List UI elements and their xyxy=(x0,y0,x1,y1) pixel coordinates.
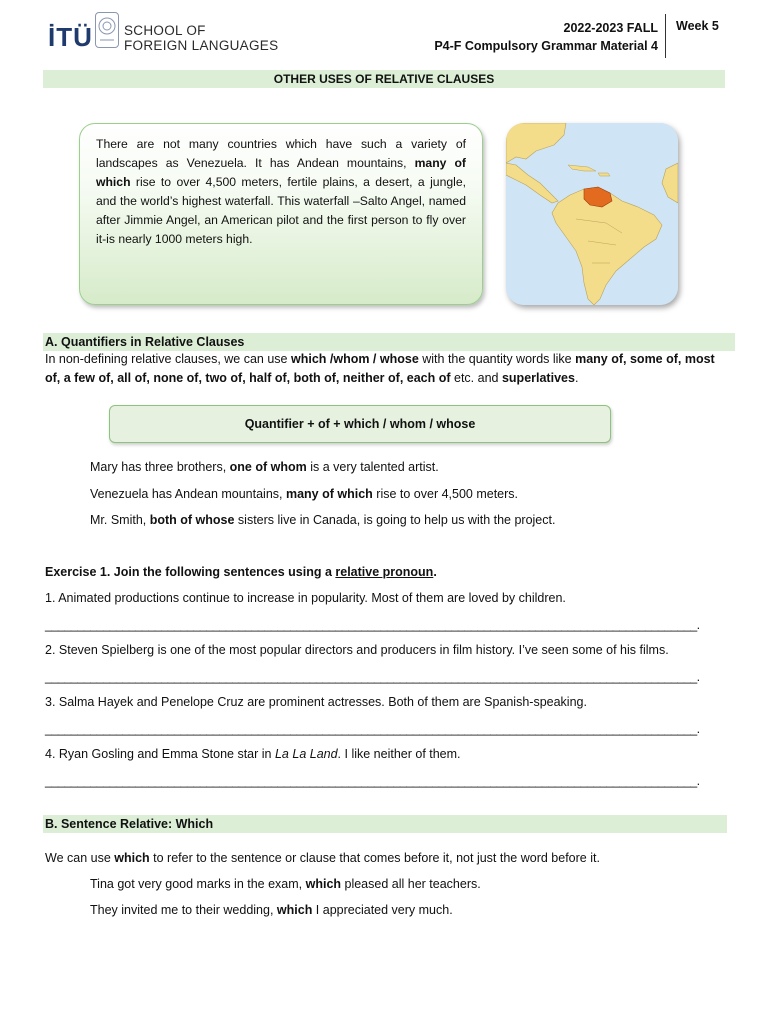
exercise-question-1: 1. Animated productions continue to increase in popularity. Most of them are loved by children. xyxy=(45,591,566,605)
school-name-line2: FOREIGN LANGUAGES xyxy=(124,38,279,53)
material-label: P4-F Compulsory Grammar Material 4 xyxy=(434,39,658,53)
example-sentence: Venezuela has Andean mountains, many of which rise to over 4,500 meters. xyxy=(90,487,519,501)
header-divider xyxy=(665,14,666,58)
exercise-title: Exercise 1. Join the following sentences using a relative pronoun. xyxy=(45,565,437,579)
formula-box: Quantifier + of + which / whom / whose xyxy=(109,405,611,443)
answer-line-4[interactable]: _____________________________________________________________________________________________________. xyxy=(45,774,700,788)
example-sentence: They invited me to their wedding, which I appreciated very much. xyxy=(90,903,453,917)
page-title: OTHER USES OF RELATIVE CLAUSES xyxy=(43,70,725,88)
intro-text-2: with the quantity words like xyxy=(418,352,576,366)
itu-seal-icon xyxy=(95,12,119,48)
section-b-heading: B. Sentence Relative: Which xyxy=(43,815,727,833)
venezuela-map-image xyxy=(506,123,678,305)
intro-bold-superlatives: superlatives xyxy=(501,371,575,385)
answer-line-2[interactable]: _____________________________________________________________________________________________________. xyxy=(45,670,700,684)
answer-line-1[interactable]: _____________________________________________________________________________________________________. xyxy=(45,618,700,632)
answer-line-3[interactable]: _____________________________________________________________________________________________________. xyxy=(45,722,700,736)
reading-highlight: many of which xyxy=(96,156,466,189)
intro-text-1: In non-defining relative clauses, we can use xyxy=(45,352,291,366)
school-name-line1: SCHOOL OF xyxy=(124,23,206,38)
exercise-question-2: 2. Steven Spielberg is one of the most popular directors and producers in film history. I’ve seen some of his films. xyxy=(45,643,669,657)
exercise-question-4: 4. Ryan Gosling and Emma Stone star in La La Land. I like neither of them. xyxy=(45,747,461,761)
intro-bold-pronouns: which /whom / whose xyxy=(290,352,419,366)
intro-text-4: . xyxy=(574,371,579,385)
reading-passage xyxy=(79,123,483,305)
example-sentence: Mr. Smith, both of whose sisters live in Canada, is going to help us with the project. xyxy=(90,513,556,527)
reading-part-3: rise to over 4,500 meters, fertile plains, a desert, a jungle, and the world’s highest waterfall. This waterfall –Salto Angel, named after Jimmie Angel, an American pilot and the first person to fly over it-is nearly 1000 meters high. xyxy=(96,175,466,246)
film-title: La La Land xyxy=(274,747,338,761)
week-label: Week 5 xyxy=(676,19,719,33)
example-sentence: Mary has three brothers, one of whom is a very talented artist. xyxy=(90,460,439,474)
term-label: 2022-2023 FALL xyxy=(563,21,658,35)
intro-bold-quantifiers: many of, some of, most of, a few of, all of, none of, two of, half of, both of, neither of, each of xyxy=(45,352,715,385)
example-sentence: Tina got very good marks in the exam, which pleased all her teachers. xyxy=(90,877,481,891)
relative-pronoun-term: relative pronoun xyxy=(335,565,434,579)
section-a-heading: A. Quantifiers in Relative Clauses xyxy=(43,333,735,351)
header-info xyxy=(434,19,658,55)
section-b-intro: We can use which to refer to the sentence or clause that comes before it, not just the word before it. xyxy=(45,851,600,865)
intro-text-3: etc. and xyxy=(450,371,502,385)
school-name xyxy=(124,23,278,53)
itu-logo: İTÜ xyxy=(48,22,93,52)
reading-part-1: There are not many countries which have such a variety of landscapes as Venezuela. It has Andean mountains, xyxy=(96,137,466,170)
exercise-question-3: 3. Salma Hayek and Penelope Cruz are prominent actresses. Both of them are Spanish-speaking. xyxy=(45,695,587,709)
section-a-intro xyxy=(45,350,727,388)
